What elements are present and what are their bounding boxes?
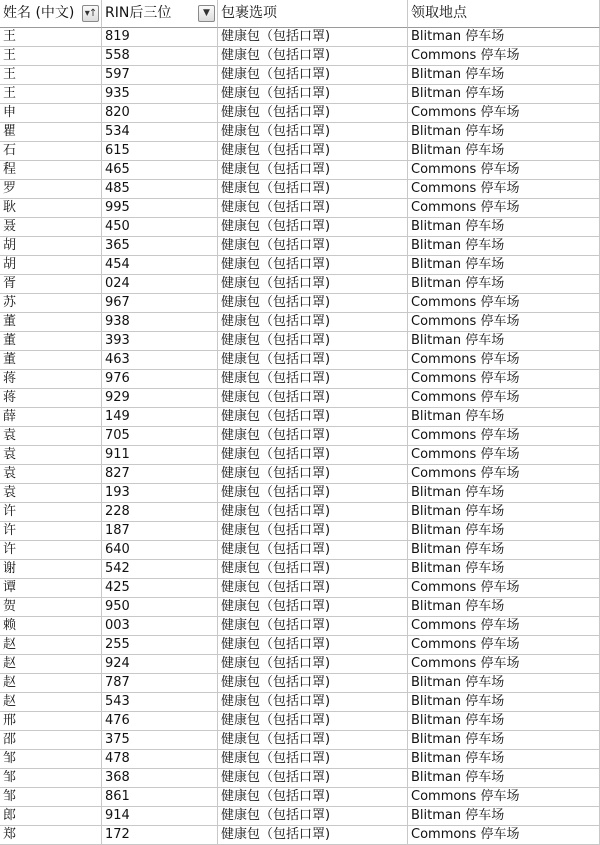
cell-pickup[interactable]: Commons 停车场 — [408, 351, 600, 370]
cell-rin[interactable]: 976 — [102, 370, 218, 389]
cell-package[interactable]: 健康包（包括口罩) — [218, 522, 408, 541]
cell-rin[interactable]: 640 — [102, 541, 218, 560]
cell-rin[interactable]: 924 — [102, 655, 218, 674]
cell-name[interactable]: 耿 — [0, 199, 102, 218]
cell-rin[interactable]: 967 — [102, 294, 218, 313]
cell-name[interactable]: 赖 — [0, 617, 102, 636]
cell-rin[interactable]: 914 — [102, 807, 218, 826]
cell-package[interactable]: 健康包（包括口罩) — [218, 541, 408, 560]
cell-package[interactable]: 健康包（包括口罩) — [218, 256, 408, 275]
cell-name[interactable]: 蒋 — [0, 370, 102, 389]
table-row — [0, 598, 600, 617]
cell-package[interactable]: 健康包（包括口罩) — [218, 142, 408, 161]
table-row — [0, 275, 600, 294]
table-row — [0, 655, 600, 674]
cell-pickup[interactable]: Blitman 停车场 — [408, 332, 600, 351]
cell-rin[interactable]: 393 — [102, 332, 218, 351]
table-row — [0, 465, 600, 484]
cell-name[interactable]: 许 — [0, 503, 102, 522]
table-row — [0, 142, 600, 161]
table-row — [0, 199, 600, 218]
cell-name[interactable]: 赵 — [0, 674, 102, 693]
cell-rin[interactable]: 705 — [102, 427, 218, 446]
cell-pickup[interactable]: Commons 停车场 — [408, 47, 600, 66]
cell-rin[interactable]: 463 — [102, 351, 218, 370]
table-row — [0, 104, 600, 123]
header-pickup-label: 领取地点 — [411, 5, 467, 21]
cell-pickup[interactable]: Commons 停车场 — [408, 389, 600, 408]
cell-pickup[interactable]: Commons 停车场 — [408, 370, 600, 389]
table-row — [0, 807, 600, 826]
table-row — [0, 180, 600, 199]
table-row — [0, 484, 600, 503]
cell-pickup[interactable]: Commons 停车场 — [408, 826, 600, 845]
cell-package[interactable]: 健康包（包括口罩) — [218, 579, 408, 598]
cell-name[interactable]: 袁 — [0, 427, 102, 446]
cell-package[interactable]: 健康包（包括口罩) — [218, 28, 408, 47]
cell-rin[interactable]: 827 — [102, 465, 218, 484]
cell-pickup[interactable]: Commons 停车场 — [408, 446, 600, 465]
cell-pickup[interactable]: Commons 停车场 — [408, 104, 600, 123]
cell-name[interactable]: 罗 — [0, 180, 102, 199]
cell-rin[interactable]: 187 — [102, 522, 218, 541]
table-row — [0, 66, 600, 85]
cell-name[interactable]: 邢 — [0, 712, 102, 731]
cell-name[interactable]: 许 — [0, 522, 102, 541]
cell-package[interactable]: 健康包（包括口罩) — [218, 85, 408, 104]
cell-pickup[interactable]: Blitman 停车场 — [408, 256, 600, 275]
cell-rin[interactable]: 615 — [102, 142, 218, 161]
table-row — [0, 370, 600, 389]
cell-package[interactable]: 健康包（包括口罩) — [218, 826, 408, 845]
table-row — [0, 712, 600, 731]
cell-pickup[interactable]: Commons 停车场 — [408, 427, 600, 446]
cell-rin[interactable]: 172 — [102, 826, 218, 845]
cell-rin[interactable]: 995 — [102, 199, 218, 218]
table-row — [0, 503, 600, 522]
cell-package[interactable]: 健康包（包括口罩) — [218, 218, 408, 237]
cell-pickup[interactable]: Blitman 停车场 — [408, 693, 600, 712]
cell-pickup[interactable]: Blitman 停车场 — [408, 275, 600, 294]
table-row — [0, 674, 600, 693]
table-row — [0, 427, 600, 446]
cell-name[interactable]: 邹 — [0, 788, 102, 807]
cell-package[interactable]: 健康包（包括口罩) — [218, 807, 408, 826]
cell-package[interactable]: 健康包（包括口罩) — [218, 617, 408, 636]
table-body — [0, 28, 600, 845]
table-row — [0, 294, 600, 313]
cell-pickup[interactable]: Commons 停车场 — [408, 617, 600, 636]
cell-pickup[interactable]: Blitman 停车场 — [408, 674, 600, 693]
cell-package[interactable]: 健康包（包括口罩) — [218, 636, 408, 655]
cell-rin[interactable]: 543 — [102, 693, 218, 712]
cell-package[interactable]: 健康包（包括口罩) — [218, 693, 408, 712]
cell-rin[interactable]: 450 — [102, 218, 218, 237]
table-row — [0, 617, 600, 636]
cell-rin[interactable]: 368 — [102, 769, 218, 788]
cell-pickup[interactable]: Blitman 停车场 — [408, 769, 600, 788]
cell-package[interactable]: 健康包（包括口罩) — [218, 199, 408, 218]
cell-name[interactable]: 郑 — [0, 826, 102, 845]
cell-rin[interactable]: 935 — [102, 85, 218, 104]
cell-rin[interactable]: 911 — [102, 446, 218, 465]
table-row — [0, 579, 600, 598]
header-row — [0, 0, 600, 28]
table-row — [0, 85, 600, 104]
cell-pickup[interactable]: Blitman 停车场 — [408, 484, 600, 503]
cell-package[interactable]: 健康包（包括口罩) — [218, 389, 408, 408]
table-row — [0, 123, 600, 142]
cell-rin[interactable]: 820 — [102, 104, 218, 123]
cell-pickup[interactable]: Blitman 停车场 — [408, 560, 600, 579]
cell-rin[interactable]: 454 — [102, 256, 218, 275]
cell-name[interactable]: 邹 — [0, 750, 102, 769]
table-row — [0, 731, 600, 750]
cell-name[interactable]: 袁 — [0, 484, 102, 503]
table-row — [0, 332, 600, 351]
table-row — [0, 408, 600, 427]
cell-pickup[interactable]: Blitman 停车场 — [408, 598, 600, 617]
cell-pickup[interactable]: Blitman 停车场 — [408, 85, 600, 104]
cell-name[interactable]: 王 — [0, 47, 102, 66]
cell-pickup[interactable]: Commons 停车场 — [408, 788, 600, 807]
cell-pickup[interactable]: Commons 停车场 — [408, 161, 600, 180]
cell-package[interactable]: 健康包（包括口罩) — [218, 313, 408, 332]
header-rin-label: RIN后三位 — [105, 5, 172, 21]
cell-name[interactable]: 赵 — [0, 655, 102, 674]
cell-package[interactable]: 健康包（包括口罩) — [218, 560, 408, 579]
table-row — [0, 446, 600, 465]
cell-package[interactable]: 健康包（包括口罩) — [218, 446, 408, 465]
cell-rin[interactable]: 950 — [102, 598, 218, 617]
table-row — [0, 636, 600, 655]
cell-package[interactable]: 健康包（包括口罩) — [218, 408, 408, 427]
cell-rin[interactable]: 534 — [102, 123, 218, 142]
header-package[interactable] — [218, 0, 408, 28]
cell-pickup[interactable]: Blitman 停车场 — [408, 522, 600, 541]
cell-pickup[interactable]: Blitman 停车场 — [408, 750, 600, 769]
cell-rin[interactable]: 542 — [102, 560, 218, 579]
table-row — [0, 237, 600, 256]
cell-name[interactable]: 赵 — [0, 693, 102, 712]
cell-rin[interactable]: 558 — [102, 47, 218, 66]
header-pickup[interactable] — [408, 0, 600, 28]
cell-rin[interactable]: 149 — [102, 408, 218, 427]
cell-pickup[interactable]: Blitman 停车场 — [408, 218, 600, 237]
cell-package[interactable]: 健康包（包括口罩) — [218, 465, 408, 484]
cell-name[interactable]: 袁 — [0, 446, 102, 465]
cell-rin[interactable]: 375 — [102, 731, 218, 750]
cell-package[interactable]: 健康包（包括口罩) — [218, 712, 408, 731]
cell-name[interactable]: 谢 — [0, 560, 102, 579]
cell-package[interactable]: 健康包（包括口罩) — [218, 351, 408, 370]
cell-name[interactable]: 石 — [0, 142, 102, 161]
cell-package[interactable]: 健康包（包括口罩) — [218, 674, 408, 693]
cell-package[interactable]: 健康包（包括口罩) — [218, 104, 408, 123]
cell-package[interactable]: 健康包（包括口罩) — [218, 161, 408, 180]
cell-package[interactable]: 健康包（包括口罩) — [218, 294, 408, 313]
table-row — [0, 161, 600, 180]
cell-pickup[interactable]: Commons 停车场 — [408, 579, 600, 598]
cell-name[interactable]: 蒋 — [0, 389, 102, 408]
table-row — [0, 560, 600, 579]
cell-name[interactable]: 袁 — [0, 465, 102, 484]
cell-name[interactable]: 许 — [0, 541, 102, 560]
cell-pickup[interactable]: Blitman 停车场 — [408, 123, 600, 142]
cell-rin[interactable]: 228 — [102, 503, 218, 522]
cell-package[interactable]: 健康包（包括口罩) — [218, 598, 408, 617]
cell-package[interactable]: 健康包（包括口罩) — [218, 332, 408, 351]
cell-name[interactable]: 郎 — [0, 807, 102, 826]
cell-rin[interactable]: 003 — [102, 617, 218, 636]
sort-filter-dropdown-icon[interactable]: ▾↑ — [82, 5, 99, 22]
table-row — [0, 218, 600, 237]
cell-name[interactable]: 聂 — [0, 218, 102, 237]
cell-name[interactable]: 薛 — [0, 408, 102, 427]
cell-pickup[interactable]: Blitman 停车场 — [408, 712, 600, 731]
cell-package[interactable]: 健康包（包括口罩) — [218, 788, 408, 807]
cell-name[interactable]: 董 — [0, 332, 102, 351]
cell-package[interactable]: 健康包（包括口罩) — [218, 750, 408, 769]
table-row — [0, 750, 600, 769]
cell-package[interactable]: 健康包（包括口罩) — [218, 370, 408, 389]
cell-package[interactable]: 健康包（包括口罩) — [218, 47, 408, 66]
cell-name[interactable]: 邵 — [0, 731, 102, 750]
header-name[interactable] — [0, 0, 102, 28]
cell-name[interactable]: 瞿 — [0, 123, 102, 142]
cell-rin[interactable]: 819 — [102, 28, 218, 47]
table-row — [0, 826, 600, 845]
table-row — [0, 541, 600, 560]
cell-name[interactable]: 贺 — [0, 598, 102, 617]
cell-package[interactable]: 健康包（包括口罩) — [218, 66, 408, 85]
table-row — [0, 47, 600, 66]
cell-pickup[interactable]: Commons 停车场 — [408, 655, 600, 674]
table-row — [0, 313, 600, 332]
header-package-label: 包裹选项 — [221, 5, 277, 21]
cell-name[interactable]: 王 — [0, 66, 102, 85]
cell-pickup[interactable]: Blitman 停车场 — [408, 541, 600, 560]
cell-pickup[interactable]: Blitman 停车场 — [408, 142, 600, 161]
cell-pickup[interactable]: Commons 停车场 — [408, 636, 600, 655]
cell-name[interactable]: 胡 — [0, 256, 102, 275]
cell-pickup[interactable]: Commons 停车场 — [408, 199, 600, 218]
cell-pickup[interactable]: Blitman 停车场 — [408, 807, 600, 826]
table-row — [0, 769, 600, 788]
cell-name[interactable]: 胥 — [0, 275, 102, 294]
cell-pickup[interactable]: Blitman 停车场 — [408, 66, 600, 85]
cell-name[interactable]: 王 — [0, 28, 102, 47]
header-rin[interactable] — [102, 0, 218, 28]
table-row — [0, 351, 600, 370]
cell-rin[interactable]: 938 — [102, 313, 218, 332]
filter-dropdown-icon[interactable]: ▼ — [198, 5, 215, 22]
table-row — [0, 788, 600, 807]
table-row — [0, 389, 600, 408]
cell-pickup[interactable]: Commons 停车场 — [408, 294, 600, 313]
cell-package[interactable]: 健康包（包括口罩) — [218, 237, 408, 256]
cell-name[interactable]: 苏 — [0, 294, 102, 313]
cell-name[interactable]: 谭 — [0, 579, 102, 598]
table-row — [0, 522, 600, 541]
cell-rin[interactable]: 193 — [102, 484, 218, 503]
cell-name[interactable]: 程 — [0, 161, 102, 180]
cell-rin[interactable]: 255 — [102, 636, 218, 655]
cell-rin[interactable]: 929 — [102, 389, 218, 408]
cell-rin[interactable]: 485 — [102, 180, 218, 199]
cell-rin[interactable]: 861 — [102, 788, 218, 807]
cell-package[interactable]: 健康包（包括口罩) — [218, 123, 408, 142]
cell-package[interactable]: 健康包（包括口罩) — [218, 655, 408, 674]
table-row — [0, 693, 600, 712]
cell-pickup[interactable]: Commons 停车场 — [408, 313, 600, 332]
cell-name[interactable]: 赵 — [0, 636, 102, 655]
cell-rin[interactable]: 476 — [102, 712, 218, 731]
cell-rin[interactable]: 365 — [102, 237, 218, 256]
cell-pickup[interactable]: Blitman 停车场 — [408, 237, 600, 256]
cell-pickup[interactable]: Blitman 停车场 — [408, 731, 600, 750]
cell-rin[interactable]: 465 — [102, 161, 218, 180]
cell-package[interactable]: 健康包（包括口罩) — [218, 275, 408, 294]
table-row — [0, 256, 600, 275]
cell-name[interactable]: 王 — [0, 85, 102, 104]
header-name-label: 姓名 (中文) — [3, 5, 75, 21]
cell-pickup[interactable]: Blitman 停车场 — [408, 28, 600, 47]
table-row — [0, 28, 600, 47]
cell-package[interactable]: 健康包（包括口罩) — [218, 503, 408, 522]
cell-name[interactable]: 邹 — [0, 769, 102, 788]
cell-package[interactable]: 健康包（包括口罩) — [218, 427, 408, 446]
cell-package[interactable]: 健康包（包括口罩) — [218, 180, 408, 199]
cell-package[interactable]: 健康包（包括口罩) — [218, 769, 408, 788]
cell-name[interactable]: 申 — [0, 104, 102, 123]
cell-name[interactable]: 董 — [0, 351, 102, 370]
cell-pickup[interactable]: Commons 停车场 — [408, 180, 600, 199]
cell-package[interactable]: 健康包（包括口罩) — [218, 731, 408, 750]
cell-pickup[interactable]: Commons 停车场 — [408, 465, 600, 484]
cell-rin[interactable]: 597 — [102, 66, 218, 85]
cell-pickup[interactable]: Blitman 停车场 — [408, 408, 600, 427]
cell-name[interactable]: 胡 — [0, 237, 102, 256]
cell-rin[interactable]: 787 — [102, 674, 218, 693]
cell-pickup[interactable]: Blitman 停车场 — [408, 503, 600, 522]
cell-rin[interactable]: 425 — [102, 579, 218, 598]
cell-rin[interactable]: 024 — [102, 275, 218, 294]
cell-rin[interactable]: 478 — [102, 750, 218, 769]
cell-name[interactable]: 董 — [0, 313, 102, 332]
cell-package[interactable]: 健康包（包括口罩) — [218, 484, 408, 503]
